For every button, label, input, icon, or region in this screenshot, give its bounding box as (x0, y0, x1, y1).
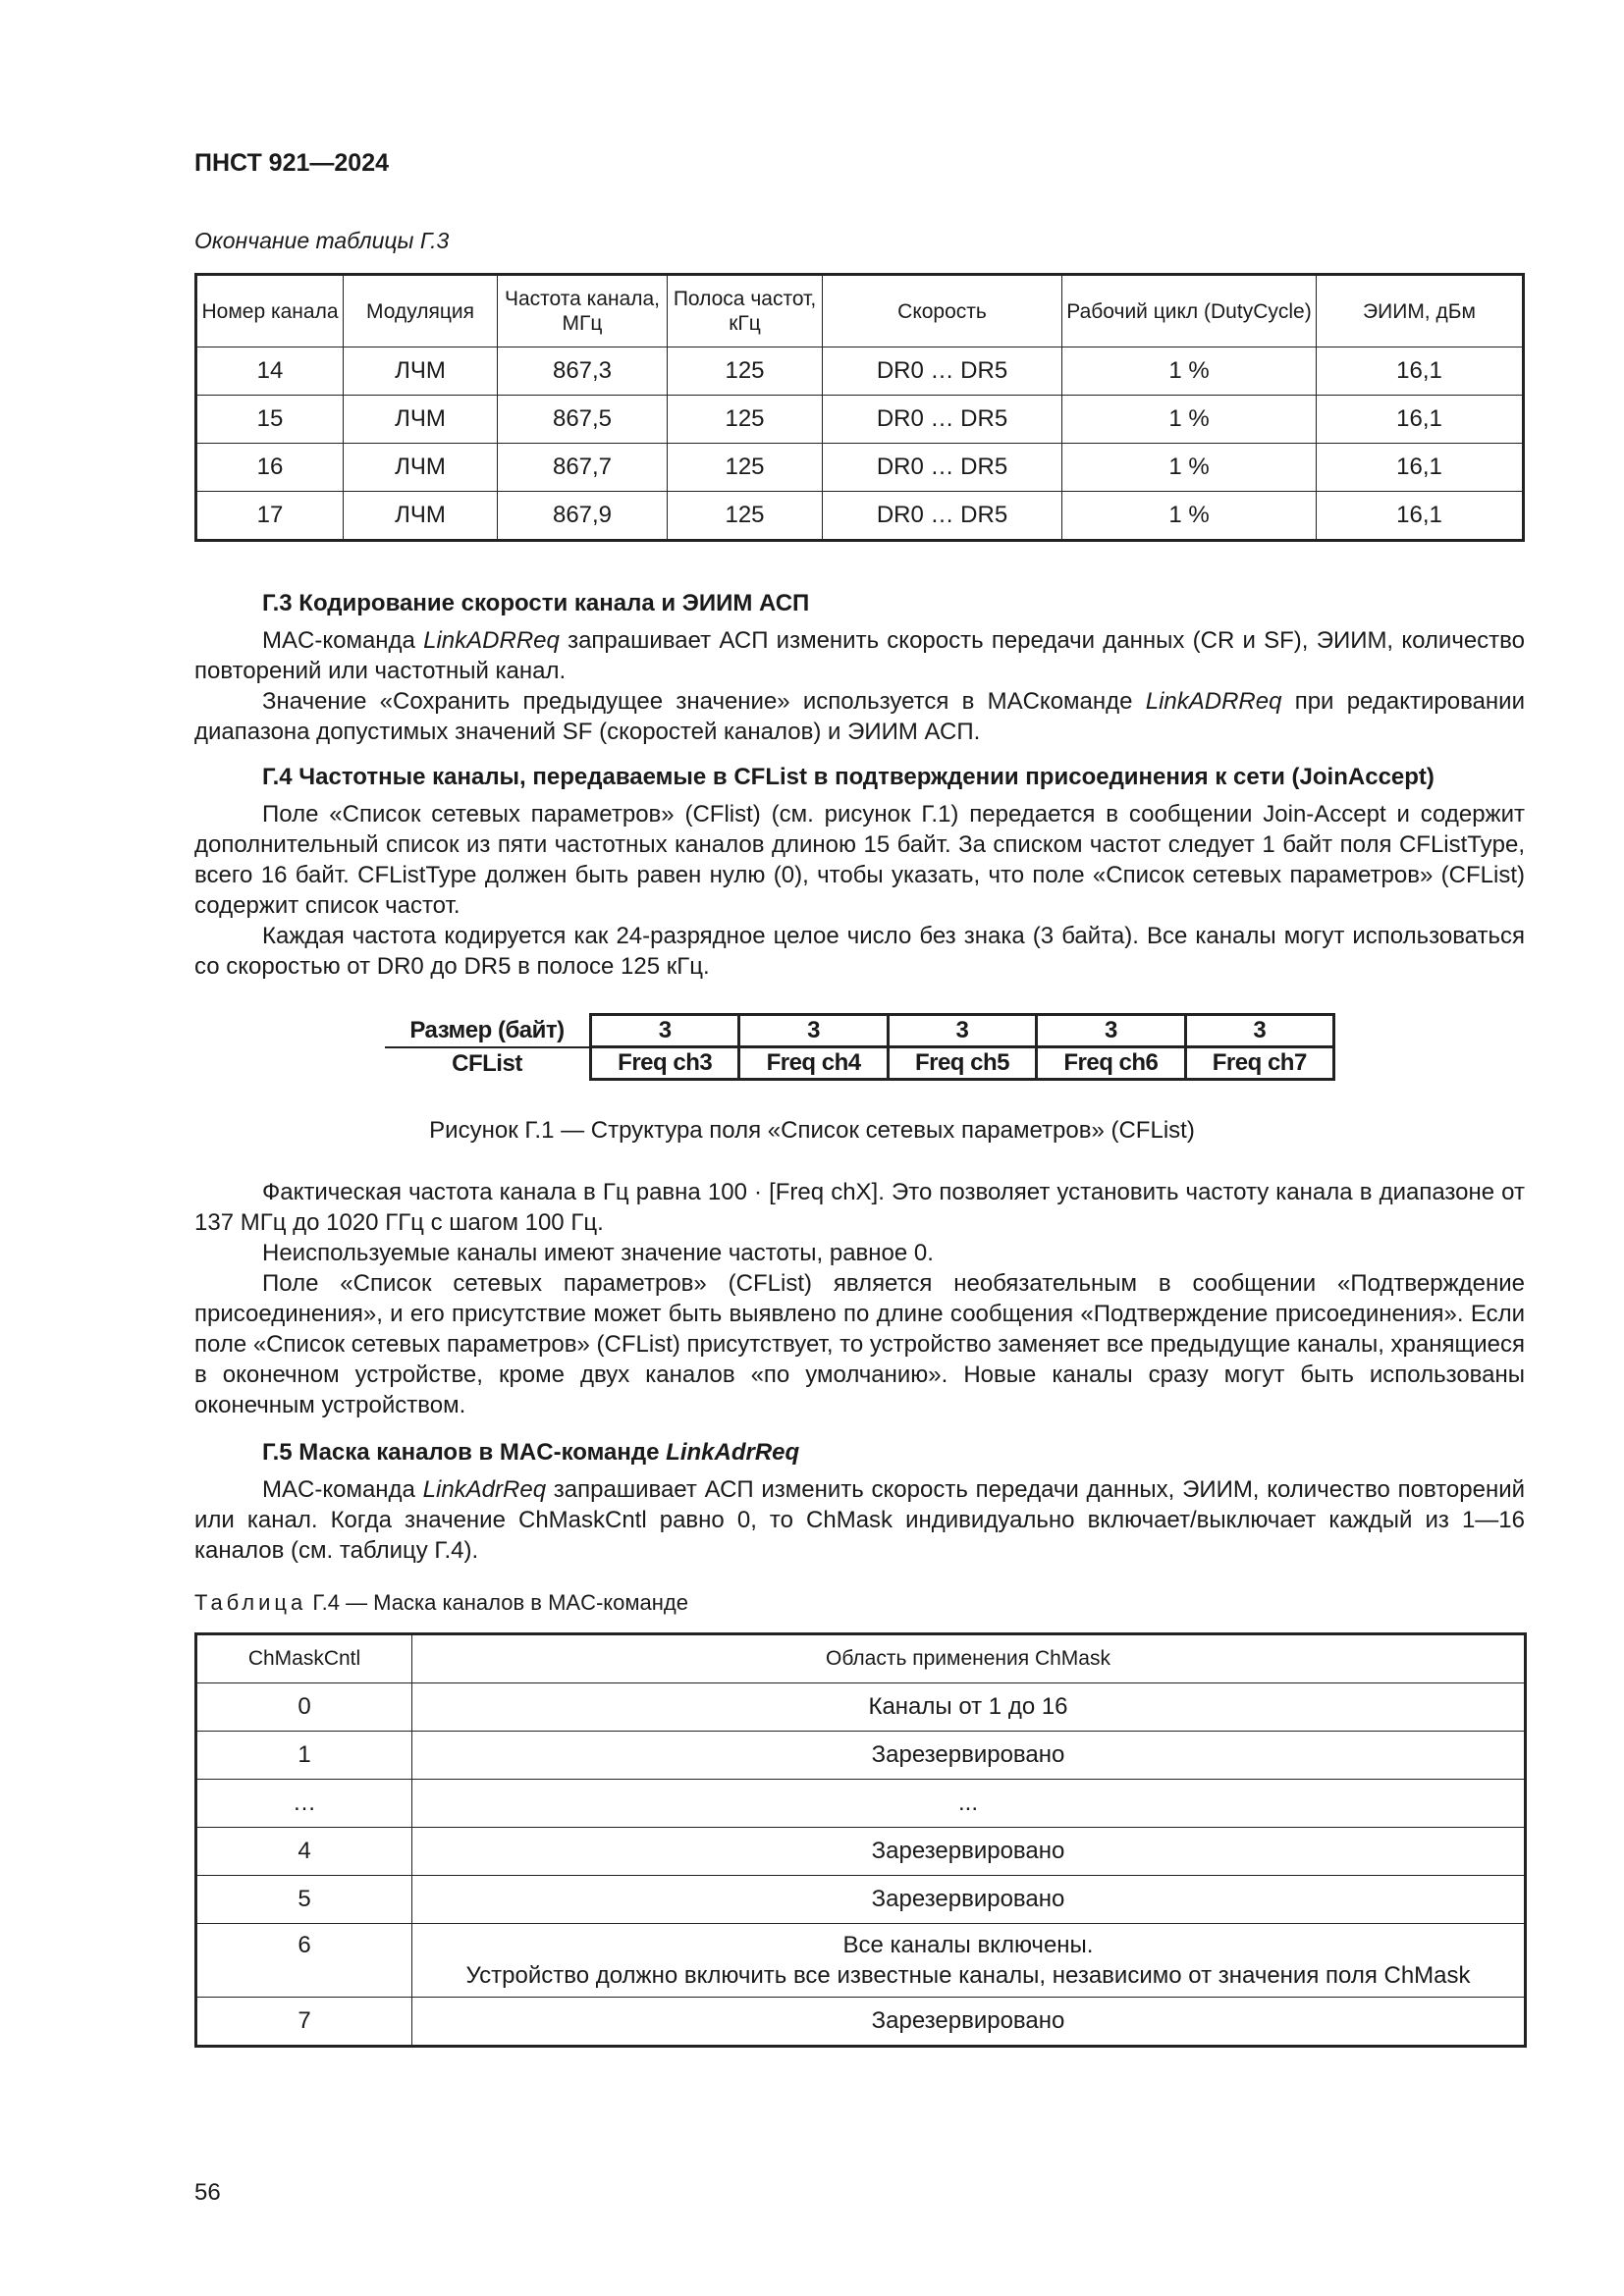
table-cell: 1 % (1062, 396, 1317, 444)
table-cell: 867,3 (498, 347, 668, 396)
table-cell: Каналы от 1 до 16 (412, 1683, 1526, 1732)
paragraph: Фактическая частота канала в Гц равна 100 · [Freq chX]. Это позволяет установить частоту канала в диапазоне от 137 МГц до 1020 ГГц с шагом 100 Гц. (194, 1179, 1525, 1236)
figure-caption: Рисунок Г.1 — Структура поля «Список сетевых параметров» (CFList) (429, 1117, 1195, 1144)
command-name: LinkAdrReq (666, 1439, 800, 1466)
table-cell: 125 (668, 347, 823, 396)
table-cell: 125 (668, 396, 823, 444)
text-run: MAC-команда (262, 1476, 423, 1503)
table-cell: 867,9 (498, 492, 668, 541)
figure-row-size (385, 1015, 1334, 1047)
table-cell: Зарезервировано (412, 1732, 1526, 1780)
table-cell: DR0 … DR5 (823, 492, 1062, 541)
text-run: Значение «Сохранить предыдущее значение» используется в MACкоманде (262, 688, 1146, 715)
cell-line: Все каналы включены. (842, 1932, 1094, 1958)
table-row (196, 396, 1524, 444)
table-cell: Зарезервировано (412, 1998, 1526, 2047)
table-row (196, 1828, 1526, 1876)
caption-word: Таблица (194, 1590, 307, 1615)
table-cell: ЛЧМ (344, 396, 498, 444)
section-heading-g5 (262, 1439, 799, 1467)
figure-cell: Freq ch3 (591, 1047, 739, 1080)
table-cell: 14 (196, 347, 344, 396)
table-cell: 16,1 (1317, 444, 1524, 492)
table-cell: 16 (196, 444, 344, 492)
table-row (196, 1876, 1526, 1924)
table-row (196, 444, 1524, 492)
table-cell: 5 (196, 1876, 412, 1924)
table-g3 (194, 273, 1525, 542)
table-row (196, 1924, 1526, 1998)
figure-cell: 3 (1185, 1015, 1333, 1047)
paragraph (194, 686, 1525, 747)
table-row (196, 1732, 1526, 1780)
section-g5-text (194, 1474, 1525, 1566)
text-run: MAC-команда (262, 627, 424, 654)
paragraph: Поле «Список сетевых параметров» (CFlist) (см. рисунок Г.1) передается в сообщении Join-Accept и содержит дополнительный список из пяти частотных каналов длиною 15 байт. За списком частот следует 1 байт поля CFListType, всего 16 байт. CFListType должен быть равен нулю (0), чтобы указать, что поле «Список сетевых параметров» (CFList) содержит список частот. (194, 801, 1525, 919)
paragraph: Каждая частота кодируется как 24-разрядное целое число без знака (3 байта). Все каналы могут использоваться со скоростью от DR0 до DR5 в полосе 125 кГц. (194, 923, 1525, 980)
header-cell: Номер канала (196, 275, 344, 347)
section-g3-text (194, 625, 1525, 747)
figure-cell: Freq ch6 (1037, 1047, 1185, 1080)
table-cell: 125 (668, 444, 823, 492)
table-cell: 0 (196, 1683, 412, 1732)
figure-cell: 3 (739, 1015, 888, 1047)
section-g4-text (194, 799, 1525, 982)
table-cell (412, 1924, 1526, 1998)
table-cell: Зарезервировано (412, 1876, 1526, 1924)
paragraph (194, 1474, 1525, 1566)
table-cell: DR0 … DR5 (823, 396, 1062, 444)
header-cell: ЭИИМ, дБм (1317, 275, 1524, 347)
table-g3-caption: Окончание таблицы Г.3 (194, 228, 450, 253)
figure-cell: Freq ch7 (1185, 1047, 1333, 1080)
text-run: Г.5 Маска каналов в MAC-команде (262, 1439, 667, 1466)
table-row (196, 1780, 1526, 1828)
table-cell: 1 (196, 1732, 412, 1780)
table-row (196, 1998, 1526, 2047)
text-run: при редактировании диапазона допустимых значений SF (скоростей каналов) и ЭИИМ АСП. (194, 688, 1525, 745)
document-header: ПНСТ 921—2024 (194, 149, 389, 177)
table-cell: 867,5 (498, 396, 668, 444)
table-cell: 125 (668, 492, 823, 541)
table-cell: 1 % (1062, 347, 1317, 396)
table-cell: 16,1 (1317, 492, 1524, 541)
text-run: запрашивает АСП изменить скорость передачи данных (CR и SF), ЭИИМ, количество повторений или частотный канал. (194, 627, 1525, 684)
table-cell: 867,7 (498, 444, 668, 492)
table-cell: 16,1 (1317, 347, 1524, 396)
table-cell: 1 % (1062, 492, 1317, 541)
figure-cell: 3 (591, 1015, 739, 1047)
header-cell: Частота канала, МГц (498, 275, 668, 347)
table-cell: ЛЧМ (344, 444, 498, 492)
header-cell: Модуляция (344, 275, 498, 347)
table-cell: 6 (196, 1924, 412, 1998)
header-cell: Скорость (823, 275, 1062, 347)
paragraph: Поле «Список сетевых параметров» (CFList) является необязательным в сообщении «Подтверждение присоединения», и его присутствие может быть выявлено по длине сообщения «Подтверждение присоединения». Если поле «Список сетевых параметров» (CFList) присутствует, то устройство заменяет все предыдущие каналы, хранящиеся в оконечном устройстве, кроме двух каналов «по умолчанию». Новые каналы сразу могут быть использованы оконечным устройством. (194, 1270, 1525, 1418)
table-cell: 17 (196, 492, 344, 541)
page-number: 56 (194, 2179, 221, 2206)
section-heading-g4: Г.4 Частотные каналы, передаваемые в CFList в подтверждении присоединения к сети (JoinAccept) (262, 764, 1435, 790)
cell-line: Устройство должно включить все известные каналы, независимо от значения поля ChMask (465, 1962, 1471, 1989)
table-header-row (196, 1634, 1526, 1683)
table-cell: 16,1 (1317, 396, 1524, 444)
figure-row-label: CFList (385, 1047, 591, 1080)
header-cell: Рабочий цикл (DutyCycle) (1062, 275, 1317, 347)
paragraph (194, 625, 1525, 686)
header-cell: ChMaskCntl (196, 1634, 412, 1683)
table-g4-caption (194, 1590, 688, 1616)
table-header-row (196, 275, 1524, 347)
section-heading-g3: Г.3 Кодирование скорости канала и ЭИИМ АСП (262, 590, 810, 616)
table-cell: Зарезервировано (412, 1828, 1526, 1876)
header-cell: Область применения ChMask (412, 1634, 1526, 1683)
table-cell: 4 (196, 1828, 412, 1876)
table-cell: ... (412, 1780, 1526, 1828)
command-name: LinkADRReq (423, 627, 560, 654)
table-cell: DR0 … DR5 (823, 444, 1062, 492)
table-cell: 7 (196, 1998, 412, 2047)
table-cell: 15 (196, 396, 344, 444)
table-cell: ЛЧМ (344, 347, 498, 396)
table-row (196, 492, 1524, 541)
header-cell: Полоса частот, кГц (668, 275, 823, 347)
table-cell: DR0 … DR5 (823, 347, 1062, 396)
figure-row-cflist (385, 1047, 1334, 1080)
command-name: LinkAdrReq (422, 1476, 547, 1503)
figure-cell: Freq ch4 (739, 1047, 888, 1080)
table-g4 (194, 1632, 1527, 2048)
figure-cell: 3 (1037, 1015, 1185, 1047)
figure-row-label: Размер (байт) (385, 1015, 591, 1047)
table-row (196, 1683, 1526, 1732)
table-cell: 1 % (1062, 444, 1317, 492)
table-row (196, 347, 1524, 396)
table-cell: ЛЧМ (344, 492, 498, 541)
table-cell: … (196, 1780, 412, 1828)
figure-cell: Freq ch5 (888, 1047, 1036, 1080)
cflist-structure-figure (385, 1013, 1335, 1081)
command-name: LinkADRReq (1145, 688, 1282, 715)
text-run: запрашивает АСП изменить скорость передачи данных, ЭИИМ, количество повторений или канал. Когда значение ChMaskCntl равно 0, то ChMask индивидуально включает/выключает каждый из 1—16 каналов (см. таблицу Г.4). (194, 1476, 1526, 1564)
text-run: Г.4 — Маска каналов в MAC-команде (306, 1590, 688, 1615)
section-after-figure-text (194, 1177, 1525, 1420)
figure-cell: 3 (888, 1015, 1036, 1047)
paragraph: Неиспользуемые каналы имеют значение частоты, равное 0. (262, 1240, 934, 1266)
